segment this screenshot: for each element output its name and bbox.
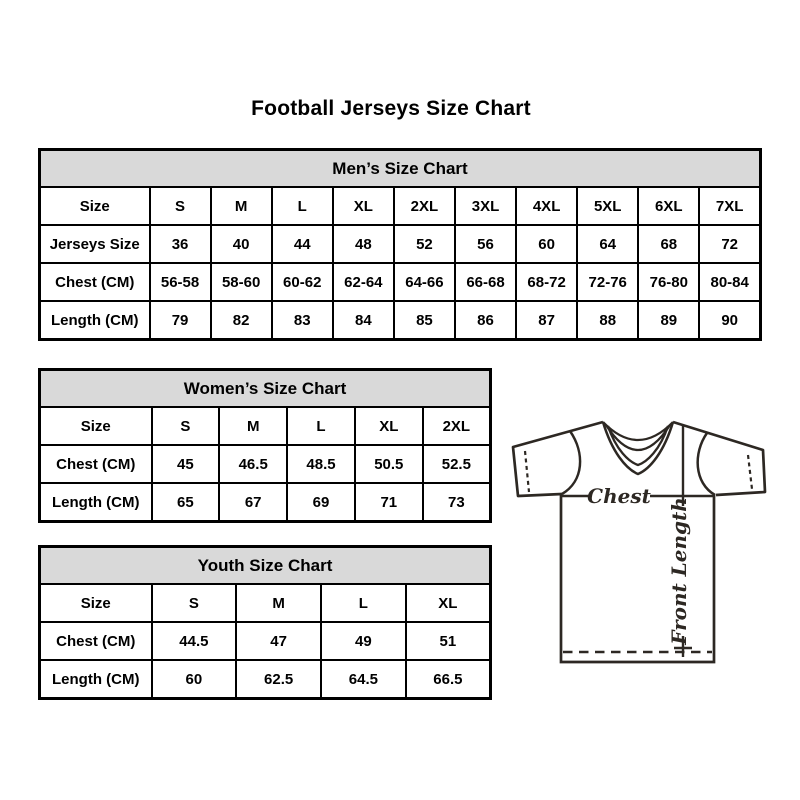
table-cell: 45 bbox=[152, 445, 220, 483]
row-label: Size bbox=[40, 407, 152, 445]
table-cell: 60-62 bbox=[272, 263, 333, 301]
column-header: S bbox=[152, 407, 220, 445]
row-label: Length (CM) bbox=[40, 660, 152, 699]
table-cell: 83 bbox=[272, 301, 333, 340]
table-title: Youth Size Chart bbox=[40, 547, 491, 585]
table-cell: 44 bbox=[272, 225, 333, 263]
table-cell: 56-58 bbox=[150, 263, 211, 301]
row-label: Length (CM) bbox=[40, 483, 152, 522]
table-cell: 65 bbox=[152, 483, 220, 522]
table-cell: 66.5 bbox=[406, 660, 491, 699]
mens-size-table bbox=[38, 148, 762, 341]
column-header: M bbox=[236, 584, 321, 622]
table-title: Men’s Size Chart bbox=[40, 150, 761, 188]
table-cell: 47 bbox=[236, 622, 321, 660]
right-sleeve-outline bbox=[673, 422, 765, 495]
table-cell: 58-60 bbox=[211, 263, 272, 301]
column-header: XL bbox=[406, 584, 491, 622]
table-cell: 89 bbox=[638, 301, 699, 340]
left-armhole-seam bbox=[562, 431, 580, 494]
table-cell: 56 bbox=[455, 225, 516, 263]
right-cuff-stitch-line bbox=[748, 455, 752, 489]
row-label: Chest (CM) bbox=[40, 445, 152, 483]
table-cell: 44.5 bbox=[152, 622, 237, 660]
row-label: Chest (CM) bbox=[40, 622, 152, 660]
table-cell: 79 bbox=[150, 301, 211, 340]
chest-label: Chest bbox=[587, 484, 651, 508]
table-cell: 40 bbox=[211, 225, 272, 263]
row-label: Jerseys Size bbox=[40, 225, 150, 263]
table-cell: 88 bbox=[577, 301, 638, 340]
table-cell: 66-68 bbox=[455, 263, 516, 301]
table-cell: 48 bbox=[333, 225, 394, 263]
page-title: Football Jerseys Size Chart bbox=[251, 97, 531, 120]
jersey-measurement-diagram bbox=[505, 395, 770, 670]
table-cell: 50.5 bbox=[355, 445, 423, 483]
column-header: 7XL bbox=[699, 187, 760, 225]
table-cell: 52 bbox=[394, 225, 455, 263]
table-cell: 84 bbox=[333, 301, 394, 340]
column-header: L bbox=[272, 187, 333, 225]
table-title: Women’s Size Chart bbox=[40, 370, 491, 408]
table-cell: 48.5 bbox=[287, 445, 355, 483]
row-label: Size bbox=[40, 187, 150, 225]
table-cell: 51 bbox=[406, 622, 491, 660]
table-cell: 82 bbox=[211, 301, 272, 340]
column-header: M bbox=[219, 407, 287, 445]
column-header: S bbox=[152, 584, 237, 622]
column-header: M bbox=[211, 187, 272, 225]
table-cell: 85 bbox=[394, 301, 455, 340]
table-cell: 68-72 bbox=[516, 263, 577, 301]
column-header: S bbox=[150, 187, 211, 225]
jersey-body-outline bbox=[561, 494, 714, 662]
table-cell: 71 bbox=[355, 483, 423, 522]
row-label: Size bbox=[40, 584, 152, 622]
table-cell: 68 bbox=[638, 225, 699, 263]
table-cell: 60 bbox=[152, 660, 237, 699]
front-length-label: Front Length bbox=[667, 497, 691, 645]
jersey-diagram-svg bbox=[505, 395, 770, 670]
row-label: Chest (CM) bbox=[40, 263, 150, 301]
table-cell: 64.5 bbox=[321, 660, 406, 699]
table-cell: 49 bbox=[321, 622, 406, 660]
right-armhole-seam bbox=[698, 433, 715, 495]
left-cuff-stitch-line bbox=[525, 451, 529, 492]
table-cell: 80-84 bbox=[699, 263, 760, 301]
table-cell: 67 bbox=[219, 483, 287, 522]
column-header: L bbox=[287, 407, 355, 445]
table-cell: 69 bbox=[287, 483, 355, 522]
column-header: 2XL bbox=[423, 407, 491, 445]
table-cell: 46.5 bbox=[219, 445, 287, 483]
column-header: XL bbox=[355, 407, 423, 445]
table-cell: 86 bbox=[455, 301, 516, 340]
column-header: 4XL bbox=[516, 187, 577, 225]
column-header: 2XL bbox=[394, 187, 455, 225]
table-cell: 62-64 bbox=[333, 263, 394, 301]
table-cell: 72-76 bbox=[577, 263, 638, 301]
table-cell: 73 bbox=[423, 483, 491, 522]
table-cell: 60 bbox=[516, 225, 577, 263]
youth-size-table bbox=[38, 545, 492, 700]
table-cell: 72 bbox=[699, 225, 760, 263]
column-header: 6XL bbox=[638, 187, 699, 225]
column-header: L bbox=[321, 584, 406, 622]
v-neck-inner-line bbox=[608, 426, 668, 465]
table-cell: 64-66 bbox=[394, 263, 455, 301]
column-header: XL bbox=[333, 187, 394, 225]
column-header: 5XL bbox=[577, 187, 638, 225]
row-label: Length (CM) bbox=[40, 301, 150, 340]
table-cell: 64 bbox=[577, 225, 638, 263]
table-cell: 52.5 bbox=[423, 445, 491, 483]
table-cell: 36 bbox=[150, 225, 211, 263]
table-cell: 90 bbox=[699, 301, 760, 340]
column-header: 3XL bbox=[455, 187, 516, 225]
table-cell: 87 bbox=[516, 301, 577, 340]
table-cell: 62.5 bbox=[236, 660, 321, 699]
womens-size-table bbox=[38, 368, 492, 523]
table-cell: 76-80 bbox=[638, 263, 699, 301]
